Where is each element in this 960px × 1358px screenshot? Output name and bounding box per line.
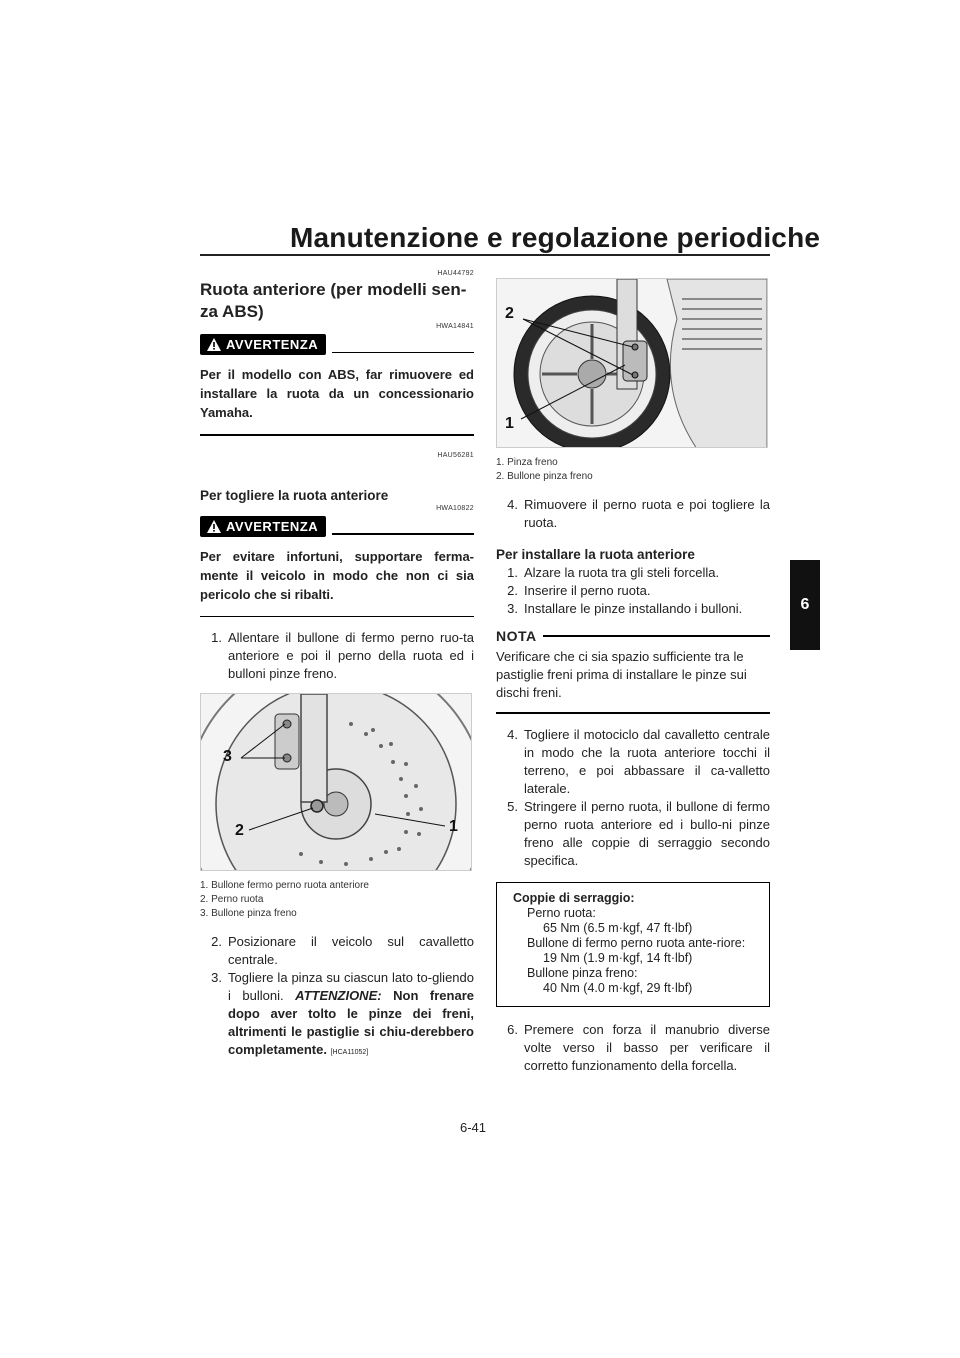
step-item: 1. Allentare il bullone di fermo perno ruo-ta anteriore e poi il perno della ruota ed i bulloni pinze freno.	[211, 630, 474, 681]
attention-label: ATTENZIONE:	[295, 988, 382, 1003]
torque-spec-box	[496, 882, 770, 1007]
ref-code: HWA10822	[436, 504, 474, 512]
step-list	[496, 1021, 770, 1075]
callout-1: 1	[449, 818, 458, 835]
brake-disc-illustration	[201, 694, 472, 871]
caption: 2. Perno ruota	[200, 894, 264, 905]
warning-icon	[206, 519, 222, 534]
warning-rule	[332, 533, 474, 535]
warning-end-rule	[200, 434, 474, 436]
caliper-illustration	[497, 279, 768, 448]
callout-1: 1	[505, 415, 514, 432]
callout-2: 2	[235, 822, 244, 839]
page-title: Manutenzione e regolazione periodiche	[290, 222, 821, 253]
caption: 1. Pinza freno	[496, 457, 558, 468]
chapter-tab[interactable]: 6	[790, 560, 820, 650]
subsection-title: Per installare la ruota anteriore	[496, 547, 695, 562]
caption: 3. Bullone pinza freno	[200, 908, 297, 919]
caption: 2. Bullone pinza freno	[496, 471, 593, 482]
step-item: 6. Premere con forza il manubrio diverse volte verso il basso per verificare il corretto funzionamento della forcella.	[507, 1021, 770, 1073]
step-item: 2. Posizionare il veicolo sul cavalletto centrale.	[211, 934, 474, 967]
subsection-title: Per togliere la ruota anteriore	[200, 487, 389, 503]
warning-text: Per il modello con ABS, far rimuovere ed installare la ruota da un concessionario Yamaha.	[200, 367, 474, 420]
wheel-photo-2	[496, 278, 768, 448]
nota-text: Verificare che ci sia spazio sufficiente tra le pastiglie freni prima di installare le pinze sui dischi freni.	[496, 649, 747, 700]
torque-item-name: Bullone pinza freno:	[527, 965, 638, 980]
ref-code: [HCA11052]	[330, 1049, 369, 1056]
warning-badge	[200, 334, 326, 355]
nota-end-rule	[496, 712, 770, 714]
photo-captions	[496, 456, 770, 484]
warning-header	[200, 334, 474, 355]
step-list	[200, 933, 474, 1062]
section-title: Ruota anteriore (per modelli sen-za ABS)	[200, 280, 467, 321]
warning-icon	[206, 337, 222, 352]
torque-title: Coppie di serraggio:	[513, 890, 635, 905]
step-item: 3. Installare le pinze installando i bulloni.	[507, 601, 743, 616]
torque-item-name: Perno ruota:	[527, 905, 596, 920]
step-item: 4. Togliere il motociclo dal cavalletto centrale in modo che la ruota anteriore tocchi il terreno, e poi abbassare il ca-valletto laterale.	[507, 726, 770, 796]
step-item: 3. Togliere la pinza su ciascun lato to-gliendo i bulloni. ATTENZIONE: Non frenare dopo aver tolto le pinze dei freni, altrimenti le pastiglie si chiu-derebbero completamente. [HCA11052]	[211, 970, 474, 1057]
step-item: 1. Alzare la ruota tra gli steli forcella.	[507, 565, 720, 580]
torque-item-value: 19 Nm (1.9 m·kgf, 14 ft·lbf)	[543, 950, 693, 965]
attention-text: Non frenare dopo aver tolto le pinze dei freni, altrimenti le pastiglie si chiu-derebbero completamente.	[228, 988, 474, 1057]
step-item: 5. Stringere il perno ruota, il bullone di fermo perno ruota anteriore ed i bullo-ni pinze freno alle coppie di serraggio secondo specifica.	[507, 798, 770, 868]
callout-3: 3	[223, 748, 232, 765]
torque-item-value: 40 Nm (4.0 m·kgf, 29 ft·lbf)	[543, 980, 693, 995]
torque-item-name: Bullone di fermo perno ruota ante-riore:	[527, 935, 746, 950]
step-list	[200, 629, 474, 683]
nota-header	[496, 628, 770, 644]
caption: 1. Bullone fermo perno ruota anteriore	[200, 880, 369, 891]
torque-item-value: 65 Nm (6.5 m·kgf, 47 ft·lbf)	[543, 920, 693, 935]
step-list	[496, 564, 770, 618]
step-item: 4. Rimuovere il perno ruota e poi togliere la ruota.	[507, 497, 770, 530]
warning-end-rule	[200, 616, 474, 618]
ref-code: HAU56281	[437, 451, 474, 459]
step-list	[496, 496, 770, 532]
nota-label: NOTA	[496, 628, 537, 644]
ref-code: HWA14841	[436, 323, 474, 330]
step-list	[496, 726, 770, 870]
warning-badge	[200, 516, 326, 537]
warning-text: Per evitare infortuni, supportare ferma-mente il veicolo in modo che non ci sia pericolo che si ribalti.	[200, 548, 474, 602]
warning-rule	[332, 352, 474, 354]
warning-label: AVVERTENZA	[226, 518, 319, 534]
photo-captions	[200, 879, 474, 921]
warning-header	[200, 516, 474, 537]
right-column	[496, 278, 770, 1075]
wheel-photo-1	[200, 693, 472, 871]
step-item: 2. Inserire il perno ruota.	[507, 583, 651, 598]
warning-label: AVVERTENZA	[226, 337, 319, 352]
nota-rule	[543, 635, 770, 637]
page-number: 6-41	[460, 1120, 487, 1135]
callout-2: 2	[505, 305, 514, 322]
left-column	[200, 270, 474, 1062]
header-rule	[200, 254, 770, 256]
ref-code: HAU44792	[437, 270, 474, 277]
